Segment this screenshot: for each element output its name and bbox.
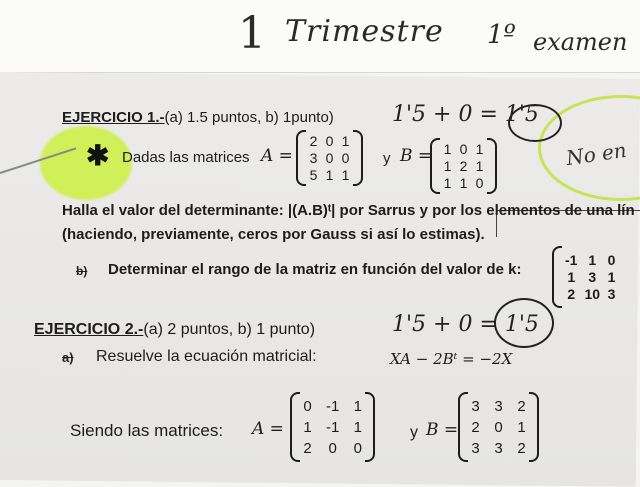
matrix-cell: 0: [303, 397, 312, 415]
matrix-cell: -1: [565, 252, 578, 268]
matrix-cell: -1: [326, 418, 340, 436]
matrix-equation: XA − 2Bᵗ = −2X: [390, 350, 513, 368]
matrices-intro: Siendo las matrices:: [70, 421, 224, 440]
part-b-mark: b): [76, 264, 88, 278]
matrix-cell: 0: [459, 141, 468, 157]
matrix-cell: 2: [459, 158, 468, 174]
matrix-cell: 2: [309, 133, 318, 149]
right-paren: [529, 392, 539, 462]
matrix-cell: 1: [353, 397, 363, 415]
notebook-sheet: [0, 0, 640, 73]
matrix-cell: 1: [475, 141, 484, 157]
trimester-number: 1: [238, 8, 266, 59]
exercise-1-score: 1'5 + 0 = 1'5: [392, 102, 539, 127]
exercise-1-points: (a) 1.5 puntos, b) 1punto): [164, 109, 334, 126]
matrix-cell: 1: [443, 141, 452, 157]
matrix-a-label: A =: [261, 146, 293, 166]
matrix-b-2: [458, 392, 539, 462]
exercise-1-title: [62, 109, 334, 126]
matrix-cell: 3: [494, 439, 503, 457]
left-paren: [458, 392, 468, 462]
side-note: No en: [564, 137, 629, 171]
exam-number: 1º: [487, 20, 516, 50]
part-b-instruction: Determinar el rango de la matriz en función del valor de k:: [108, 261, 522, 278]
left-paren: [552, 246, 562, 308]
part-a-mark: a): [62, 350, 74, 365]
matrix-cell: 2: [517, 397, 526, 415]
trimester-label: Trimestre: [285, 14, 444, 49]
matrix-cell: 1: [567, 269, 576, 285]
matrix-cell: 2: [303, 439, 312, 457]
matrix-b-label: B =: [400, 146, 433, 166]
score-circle: [508, 104, 562, 142]
connector-y: y: [410, 424, 418, 441]
asterisk-icon: ✱: [86, 140, 110, 171]
matrix-cell: 3: [471, 439, 480, 457]
matrix-cell: 1: [443, 158, 452, 174]
exam-label: examen: [533, 28, 628, 56]
right-paren: [365, 392, 375, 462]
matrix-cell: 0: [325, 133, 334, 149]
matrix-cell: 3: [607, 286, 616, 302]
matrix-cell: 3: [471, 397, 480, 415]
matrix-cell: 3: [309, 150, 318, 166]
matrix-cell: 0: [325, 150, 334, 166]
exercise-1-heading: EJERCICIO 1.-: [62, 109, 165, 126]
matrix-cell: 0: [341, 150, 350, 166]
matrix-cell: 1: [459, 175, 468, 191]
matrix-b: [430, 138, 497, 194]
matrix-cell: 1: [607, 269, 616, 285]
exercise-2-score: 1'5 + 0 = 1'5: [392, 312, 539, 337]
matrix-cell: -1: [326, 397, 340, 415]
matrix-cell: 5: [309, 167, 318, 183]
matrix-cell: 1: [303, 418, 312, 436]
determinant-instruction: Halla el valor del determinante: |(A.B)ᵗ| por Sarrus y por los elementos de una lín: [62, 202, 635, 219]
left-paren: [296, 130, 306, 186]
matrix-cell: 3: [494, 397, 503, 415]
matrix-cell: 1: [353, 418, 363, 436]
matrix-cell: 1: [325, 167, 334, 183]
matrix-a-2: [290, 392, 375, 462]
left-paren: [290, 392, 300, 462]
matrix-cell: 0: [328, 439, 337, 457]
matrix-cell: 1: [588, 252, 597, 268]
matrix-a: [296, 130, 363, 186]
gauss-note: (haciendo, previamente, ceros por Gauss si así lo estimas).: [62, 226, 485, 243]
matrix-cell: 10: [584, 286, 601, 302]
right-paren: [487, 138, 497, 194]
matrix-k: [552, 246, 619, 308]
exercise-2-points: (a) 2 puntos, b) 1 punto): [143, 321, 316, 338]
matrix-cell: 0: [607, 252, 616, 268]
matrix-b-label: B =: [426, 420, 459, 440]
matrix-cell: 1: [517, 418, 526, 436]
matrix-cell: 1: [443, 175, 452, 191]
matrix-cell: 2: [471, 418, 480, 436]
exercise-2-title: [34, 321, 315, 339]
matrix-cell: 0: [494, 418, 503, 436]
equation-instruction: Resuelve la ecuación matricial:: [96, 348, 317, 365]
matrix-cell: 0: [353, 439, 363, 457]
score-circle: [494, 298, 554, 348]
matrix-cell: 2: [567, 286, 576, 302]
matrix-cell: 2: [517, 439, 526, 457]
right-paren: [353, 130, 363, 186]
matrix-cell: 0: [475, 175, 484, 191]
matrix-a-label: A =: [252, 419, 284, 439]
matrix-cell: 1: [475, 158, 484, 174]
part-a-intro: Dadas las matrices: [122, 149, 250, 166]
matrix-cell: 3: [588, 269, 597, 285]
matrix-cell: 1: [341, 167, 350, 183]
exercise-2-heading: EJERCICIO 2.-: [34, 321, 144, 338]
left-paren: [430, 138, 440, 194]
matrix-cell: 1: [341, 133, 350, 149]
connector-y: y: [383, 150, 391, 167]
